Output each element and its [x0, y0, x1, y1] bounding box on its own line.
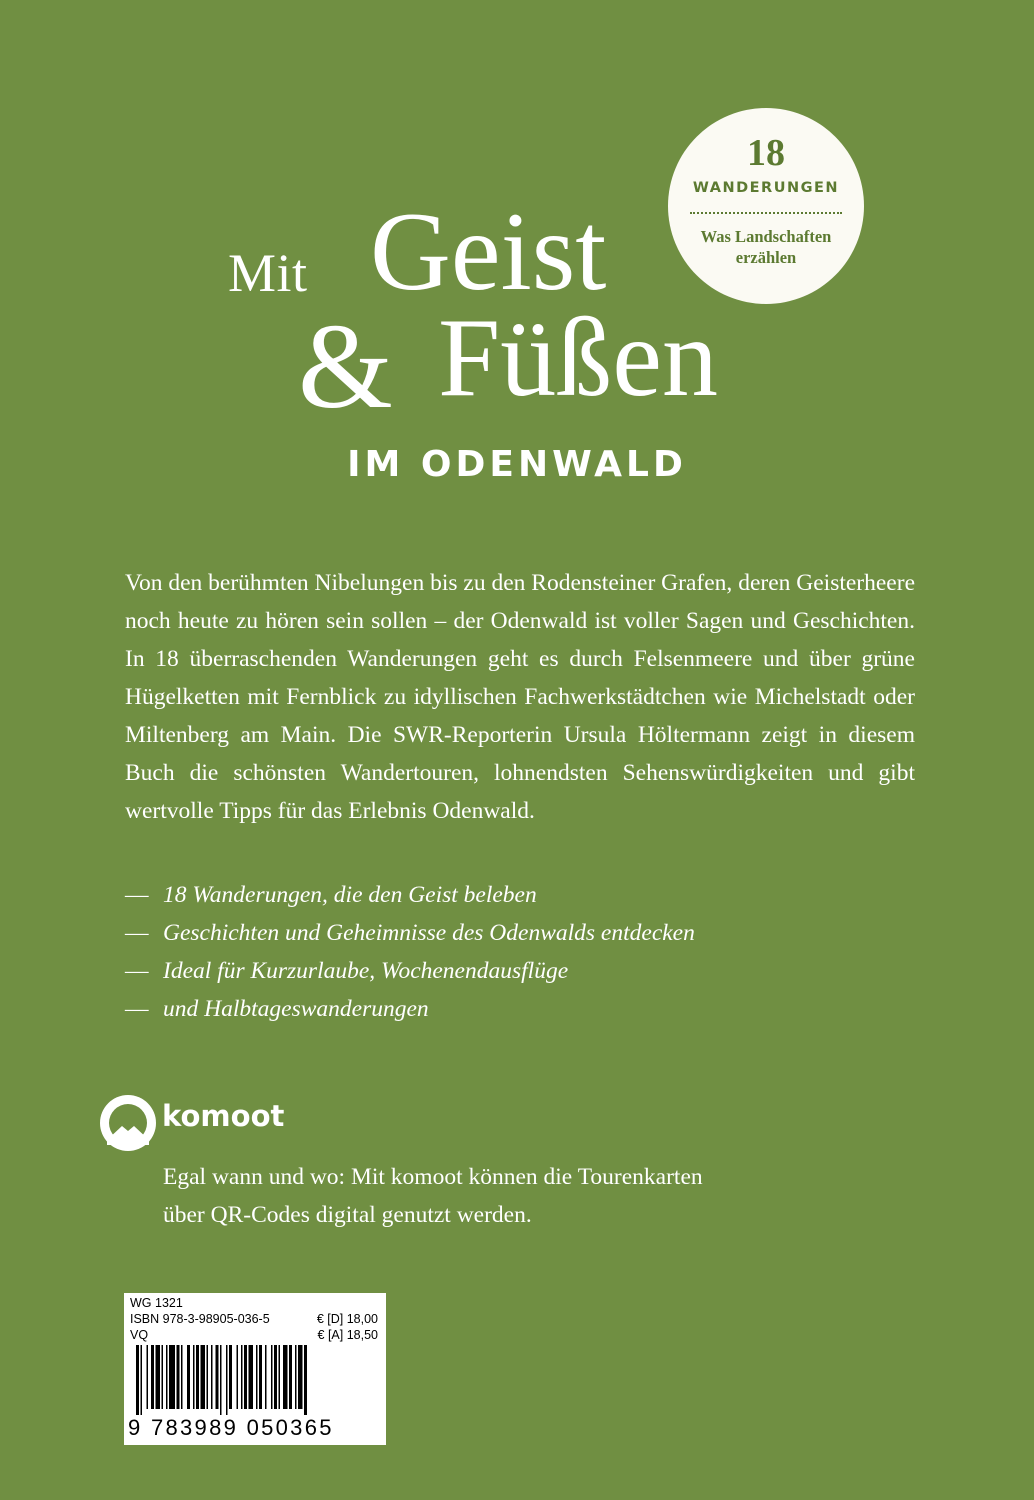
barcode-bar [162, 1345, 164, 1409]
barcode-bar [187, 1345, 190, 1409]
barcode-bar [244, 1345, 247, 1409]
description-paragraph: Von den berühmten Nibelungen bis zu den Rodensteiner Grafen, deren Geisterheere noch heute zu hören sein sollen – der Odenwald ist voller Sagen und Geschichten. In 18 überraschenden Wanderungen geht es durch Felsenmeere und über grüne Hügelketten mit Fernblick zu idyllischen Fachwerkstädtchen wie Michelstadt oder Miltenberg am Main. Die SWR-Reporterin Ursula Höltermann zeigt in diesem Buch die schönsten Wandertouren, lohnendsten Sehenswürdigkeiten und gibt wertvolle Tipps für das Erlebnis Odenwald. [125, 569, 915, 824]
barcode-digits: 9 783989 050365 [128, 1415, 334, 1440]
barcode-bar [265, 1345, 267, 1409]
vq-row [130, 1327, 378, 1343]
barcode-bar [177, 1345, 180, 1409]
hike-count-badge [668, 108, 864, 304]
barcode-bar [169, 1345, 175, 1409]
komoot-info-text [163, 1158, 923, 1234]
barcode-bar [211, 1345, 213, 1409]
subtitle: IM ODENWALD [347, 444, 687, 485]
barcode-bar [207, 1345, 209, 1409]
barcode-bar [274, 1345, 277, 1409]
barcode-bar [304, 1345, 307, 1415]
publisher-code: WG 1321 [130, 1296, 183, 1310]
title-word-fuessen: Füßen [438, 296, 718, 420]
barcode-bar [201, 1345, 206, 1409]
feature-item: — und Halbtageswanderungen [125, 990, 925, 1028]
badge-subtitle-line-1: Was Landschaften [700, 227, 832, 246]
feature-item: — 18 Wanderungen, die den Geist beleben [125, 876, 925, 914]
barcode-bar [141, 1345, 143, 1415]
barcode-bar [289, 1345, 292, 1409]
komoot-logo-icon [100, 1095, 156, 1151]
title-word-mit: Mit [228, 243, 308, 303]
barcode-bar [181, 1345, 183, 1409]
barcode-bar [249, 1345, 254, 1409]
barcode-bar [229, 1345, 232, 1409]
title-word-geist: Geist [370, 190, 607, 314]
barcode-bar [216, 1345, 219, 1409]
komoot-text-line-1: Egal wann und wo: Mit komoot können die Tourenkarten [163, 1164, 703, 1190]
barcode-bar [226, 1345, 228, 1415]
barcode-bar [237, 1345, 239, 1409]
price-germany: € [D] 18,00 [316, 1312, 378, 1326]
komoot-wordmark: komoot [162, 1099, 285, 1133]
feature-list [125, 876, 925, 1028]
barcode-bar [298, 1345, 303, 1409]
title-ampersand: & [298, 299, 393, 434]
barcode-bar [279, 1345, 281, 1409]
komoot-text-line-2: über QR-Codes digital genutzt werden. [163, 1202, 532, 1228]
isbn-row [130, 1311, 378, 1327]
feature-item: — Geschichten und Geheimnisse des Odenwalds entdecken [125, 914, 925, 952]
badge-title: WANDERUNGEN [692, 180, 840, 196]
barcode-bar [151, 1345, 154, 1409]
barcode-bar [166, 1345, 168, 1409]
barcode-bar [193, 1345, 195, 1409]
feature-item: — Ideal für Kurzurlaube, Wochenendausflüge [125, 952, 925, 990]
badge-dotted-divider [690, 212, 842, 214]
barcode-bar [295, 1345, 297, 1409]
barcode-label [124, 1293, 386, 1445]
barcode-bar [256, 1345, 258, 1409]
barcode-bar [241, 1345, 243, 1409]
barcode-bar [196, 1345, 199, 1409]
barcode-bar [136, 1345, 139, 1415]
badge-subtitle [668, 226, 864, 268]
barcode-bar [259, 1345, 262, 1409]
barcode-bar [220, 1345, 222, 1415]
barcode-bar [271, 1345, 273, 1409]
barcode-bar [147, 1345, 149, 1409]
vq-code: VQ [130, 1328, 149, 1342]
barcode-bar [283, 1345, 288, 1409]
badge-number: 18 [747, 132, 785, 174]
barcode-info [130, 1295, 378, 1343]
barcode-graphic [130, 1345, 380, 1415]
barcode-bar [156, 1345, 161, 1409]
isbn-number: ISBN 978-3-98905-036-5 [130, 1312, 270, 1326]
price-austria: € [A] 18,50 [317, 1328, 378, 1342]
badge-subtitle-line-2: erzählen [735, 248, 797, 267]
